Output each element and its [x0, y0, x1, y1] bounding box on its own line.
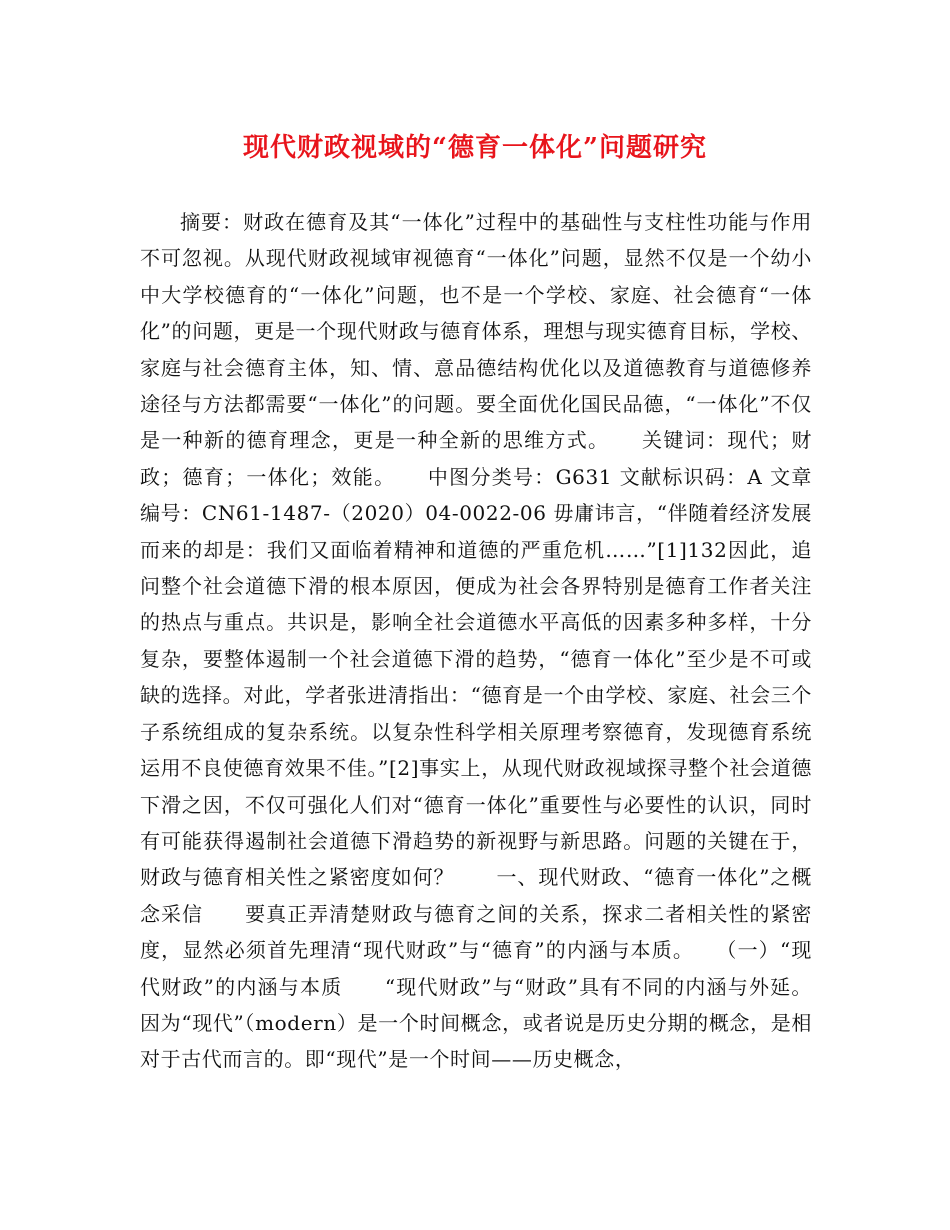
document-body-paragraph: 摘要：财政在德育及其“一体化”过程中的基础性与支柱性功能与作用不可忽视。从现代财政视域审视德育“一体化”问题，显然不仅是一个幼小中大学校德育的“一体化”问题，也不是一个学校、家庭、社会德育“一体化”的问题，更是一个现代财政与德育体系，理想与现实德育目标，学校、家庭与社会德育主体，知、情、意品德结构优化以及道德教育与道德修养途径与方法都需要“一体化”的问题。要全面优化国民品德，“一体化”不仅是一种新的德育理念，更是一种全新的思维方式。 关键词：现代；财政；德育；一体化；效能。 中图分类号：G631 文献标识码：A 文章编号：CN61-1487-（2020）04-0022-06 毋庸讳言，“伴随着经济发展而来的却是：我们又面临着精神和道德的严重危机……”[1]132因此，追问整个社会道德下滑的根本原因，便成为社会各界特别是德育工作者关注的热点与重点。共识是，影响全社会道德水平高低的因素多种多样，十分复杂，要整体遏制一个社会道德下滑的趋势，“德育一体化”至少是不可或缺的选择。对此，学者张进清指出：“德育是一个由学校、家庭、社会三个子系统组成的复杂系统。以复杂性科学相关原理考察德育，发现德育系统运用不良使德育效果不佳。”[2]事实上，从现代财政视域探寻整个社会道德下滑之因，不仅可强化人们对“德育一体化”重要性与必要性的认识，同时有可能获得遏制社会道德下滑趋势的新视野与新思路。问题的关键在于，财政与德育相关性之紧密度如何？ 一、现代财政、“德育一体化”之概念采信 要真正弄清楚财政与德育之间的关系，探求二者相关性的紧密度，显然必须首先理清“现代财政”与“德育”的内涵与本质。 （一）“现代财政”的内涵与本质 “现代财政”与“财政”具有不同的内涵与外延。因为“现代”（modern）是一个时间概念，或者说是历史分期的概念，是相对于古代而言的。即“现代”是一个时间——历史概念， — [140, 210, 812, 1072]
document-title: 现代财政视域的“德育一体化”问题研究 — [243, 133, 707, 163]
